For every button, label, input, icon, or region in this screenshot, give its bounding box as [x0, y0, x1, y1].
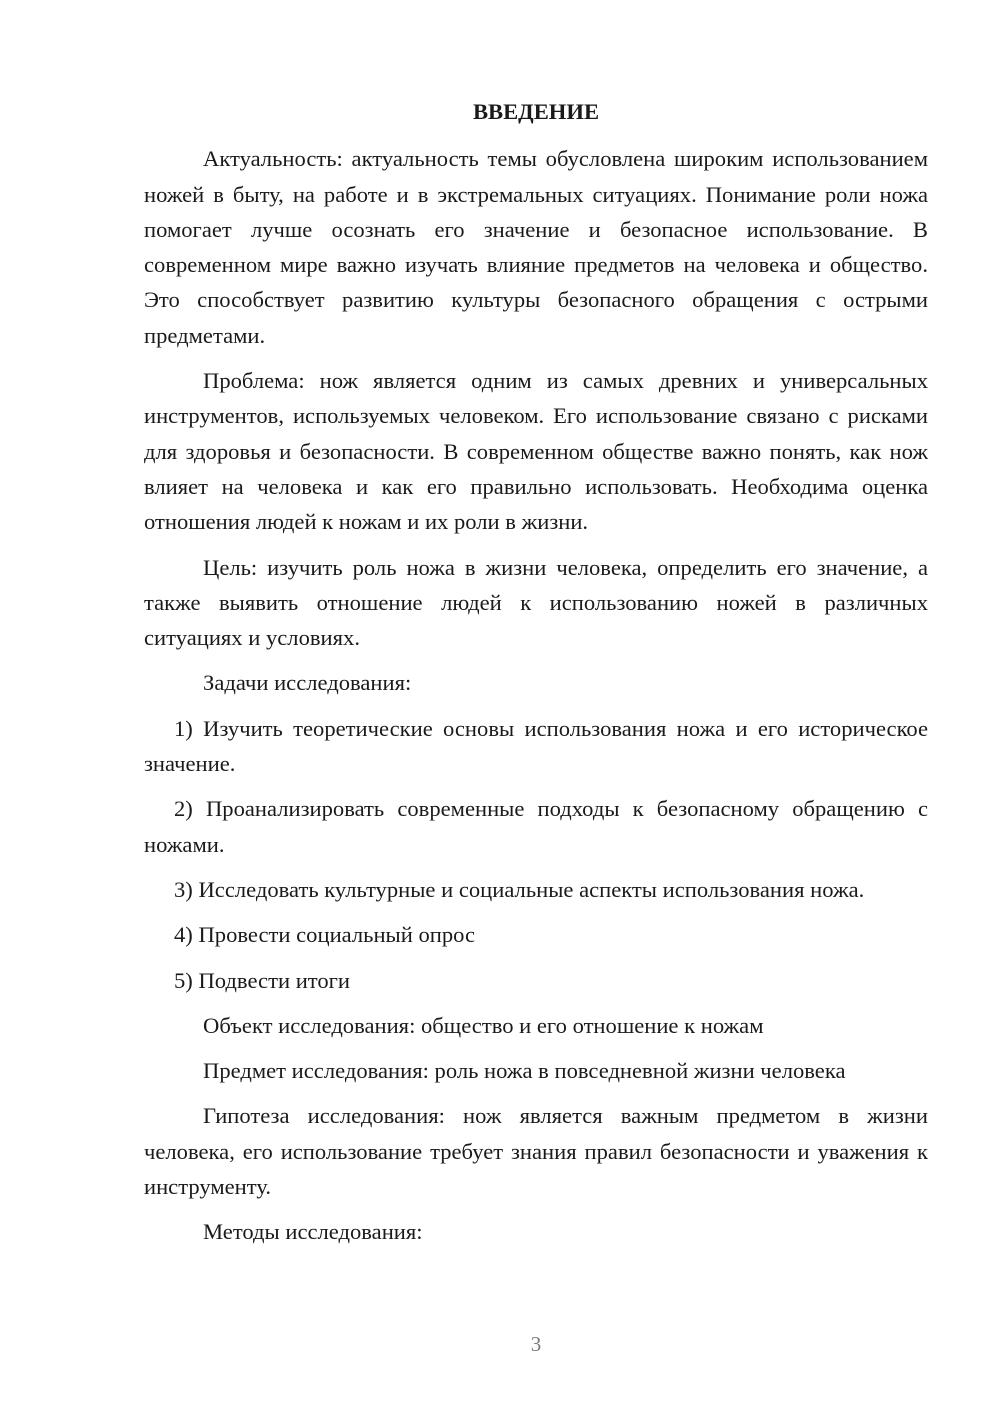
paragraph-hypothesis: Гипотеза исследования: нож является важным предметом в жизни человека, его использование требует знания правил безопасности и уважения к инструменту. — [144, 1103, 928, 1200]
paragraph-goal: Цель: изучить роль ножа в жизни человека, определить его значение, а также выявить отношение людей к использованию ножей в различных ситуациях и условиях. — [144, 554, 928, 651]
task-item-3: 3) Исследовать культурные и социальные аспекты использования ножа. — [174, 876, 865, 902]
paragraph-object: Объект исследования: общество и его отношение к ножам — [203, 1012, 764, 1038]
paragraph-subject: Предмет исследования: роль ножа в повседневной жизни человека — [203, 1058, 846, 1084]
task-item-5: 5) Подвести итоги — [174, 967, 351, 993]
document-body — [144, 94, 928, 1260]
paragraph-relevance: Актуальность: актуальность темы обусловлена широким использованием ножей в быту, на работе и в экстремальных ситуациях. Понимание роли ножа помогает лучше осознать его значение и безопасное использование. В современном мире важно изучать влияние предметов на человека и общество. Это способствует развитию культуры безопасного обращения с острыми предметами. — [144, 146, 928, 348]
page-title: ВВЕДЕНИЕ — [472, 99, 600, 124]
paragraph-problem: Проблема: нож является одним из самых древних и универсальных инструментов, используемых человеком. Его использование связано с рисками для здоровья и безопасности. В современном обществе важно понять, как нож влияет на человека и как его правильно использовать. Необходима оценка отношения людей к ножам и их роли в жизни. — [144, 368, 928, 535]
task-item-4: 4) Провести социальный опрос — [174, 922, 476, 948]
paragraph-methods: Методы исследования: — [203, 1219, 423, 1245]
task-item-2: 2) Проанализировать современные подходы к безопасному обращению с ножами. — [144, 796, 928, 857]
page-number: 3 — [530, 1332, 542, 1356]
paragraph-tasks-heading: Задачи исследования: — [203, 670, 412, 696]
task-item-1: 1) Изучить теоретические основы использования ножа и его историческое значение. — [144, 715, 928, 777]
